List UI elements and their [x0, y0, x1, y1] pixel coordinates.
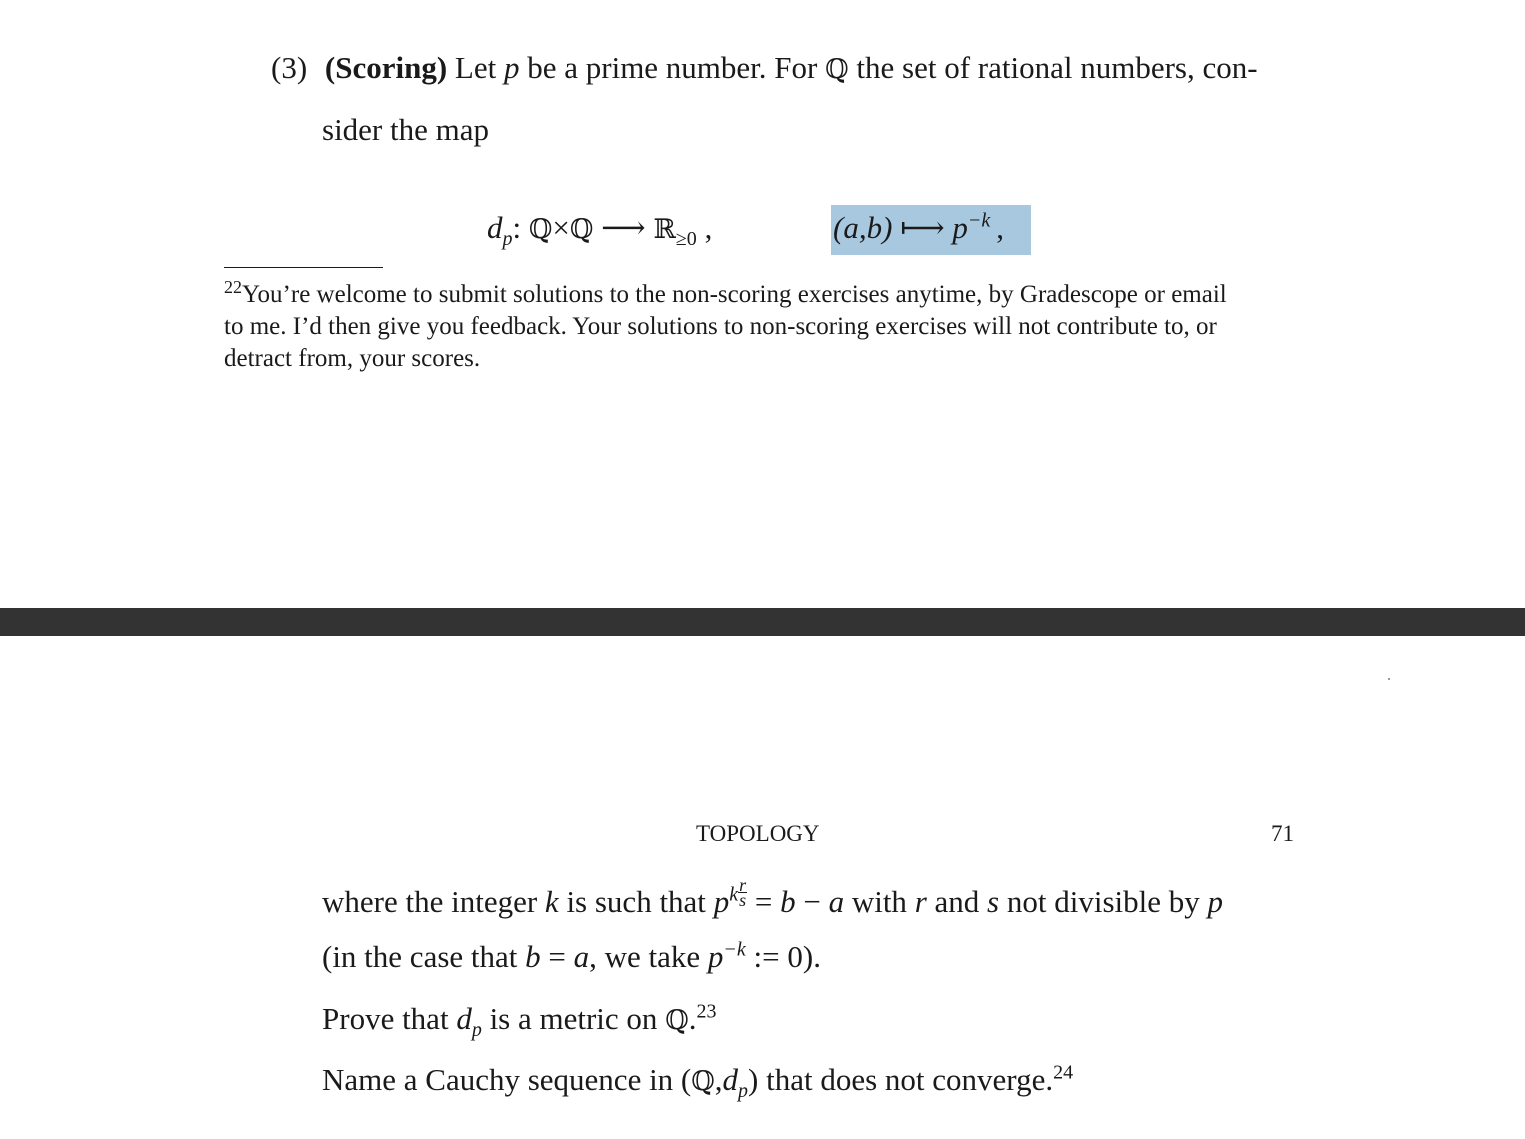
- exercise-line-2: sider the map: [322, 112, 490, 147]
- footnote-22-line-3: detract from, your scores.: [224, 345, 481, 372]
- running-header: TOPOLOGY: [696, 821, 820, 846]
- body-line-3: Prove that $d_p$ is a metric on ℚ.$^{23}$: [322, 1000, 717, 1042]
- footnote-22-line-1: $^{22}$You’re welcome to submit solutions to the non-scoring exercises anytime, by Gradescope or email: [224, 277, 1227, 308]
- body-line-4: Name a Cauchy sequence in $(ℚ,d_p)$ that does not converge.$^{24}$: [322, 1061, 1074, 1103]
- footnote-22-line-2: to me. I’d then give you feedback. Your solutions to non-scoring exercises will not contribute to, or: [224, 313, 1217, 340]
- page-number: 71: [1271, 821, 1294, 846]
- exercise-line-1: (3) (Scoring) Let p be a prime number. For ℚ the set of rational numbers, con-: [271, 50, 1258, 85]
- display-equation-map: $d_p$: ℚ×ℚ ⟶ ℝ$_{\ge 0}$ ,: [487, 210, 713, 251]
- stray-dot: [1388, 678, 1390, 680]
- footnote-rule: [224, 267, 383, 268]
- exercise-tag: (Scoring): [324, 50, 448, 85]
- footnote-ref-24[interactable]: 24: [1053, 1061, 1074, 1084]
- footnote-ref-23[interactable]: 23: [696, 1000, 717, 1023]
- body-line-1: where the integer k is such that $p^k$ $\frac{r}{s}$ = b − a with r and s not divisible by p: [322, 875, 1223, 919]
- footnote-mark: 22: [224, 277, 242, 297]
- display-equation-mapsto[interactable]: (a,b) ⟼ $p^{-k}$ ,: [833, 209, 1004, 245]
- body-line-2: (in the case that b = a, we take $p^{-k}$ := 0).: [322, 938, 821, 974]
- exercise-number: (3): [271, 50, 308, 85]
- page-separator: [0, 608, 1525, 636]
- fraction-r-over-s: $\frac{r}{s}$: [739, 875, 747, 910]
